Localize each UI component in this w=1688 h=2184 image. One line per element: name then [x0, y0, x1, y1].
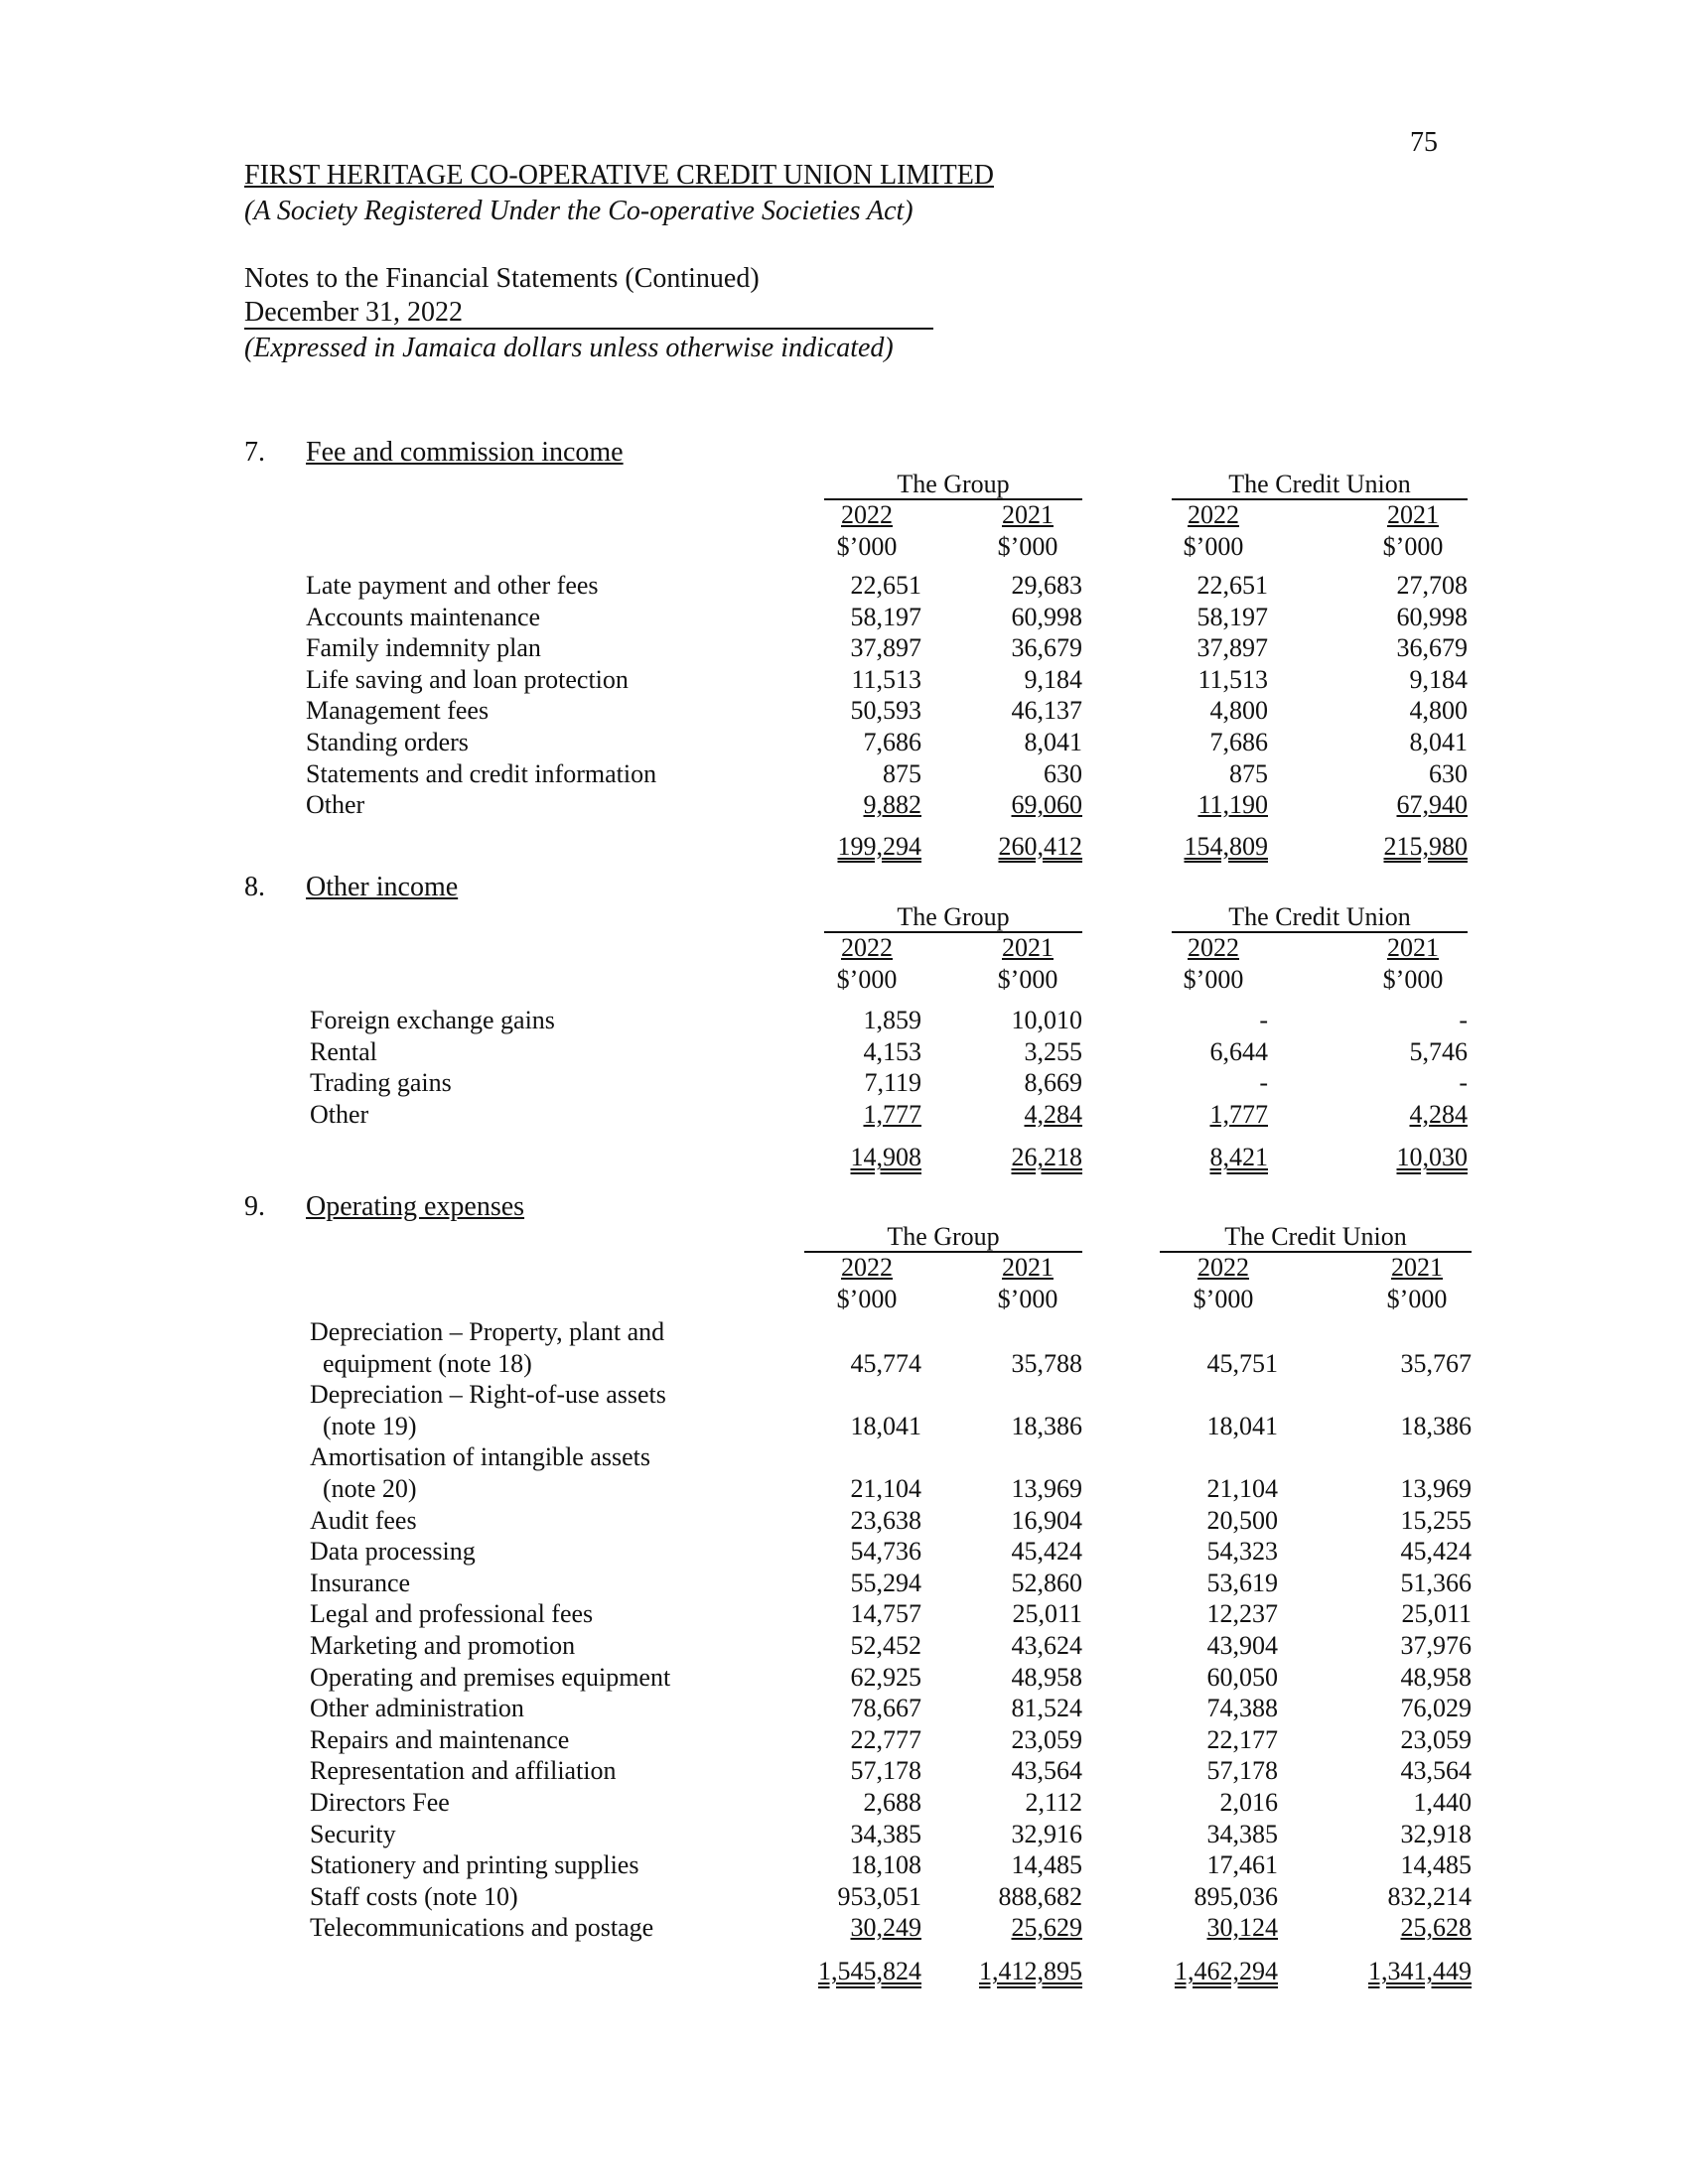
year-header — [1169, 1253, 1278, 1283]
table-row — [0, 1755, 1688, 1787]
row-label: Operating and premises equipment — [310, 1662, 671, 1692]
cell-c22: 2,016 — [1219, 1788, 1278, 1817]
cell-g21: 81,524 — [1011, 1694, 1082, 1723]
cell-g22: 62,925 — [850, 1662, 921, 1692]
row-label: Representation and affiliation — [310, 1756, 617, 1786]
section-title: Fee and commission income — [306, 437, 624, 468]
year-label: 2021 — [1002, 500, 1054, 529]
total-g22: 1,545,824 — [818, 1957, 921, 1985]
cell-g22: 1,859 — [863, 1006, 921, 1034]
row-label: Amortisation of intangible assets — [310, 1442, 651, 1472]
row-label: Standing orders — [306, 728, 469, 756]
cell-g22: 30,249 — [850, 1913, 921, 1943]
cell-g21: 14,485 — [1011, 1850, 1082, 1880]
year-label: 2021 — [1387, 933, 1439, 962]
row-label: Depreciation – Right-of-use assets — [310, 1380, 666, 1410]
unit-header: $’000 — [997, 532, 1058, 561]
cell-c22: 34,385 — [1206, 1819, 1278, 1848]
year-header — [1358, 933, 1468, 963]
table-row — [0, 1505, 1688, 1537]
cell-c21: 48,958 — [1400, 1662, 1472, 1692]
cell-g21: 25,629 — [1011, 1913, 1082, 1943]
total-row — [0, 1956, 1688, 1987]
row-label: Directors Fee — [310, 1788, 450, 1817]
cell-c22: 74,388 — [1206, 1694, 1278, 1723]
cell-c21: 27,708 — [1396, 571, 1468, 600]
cell-c21: 32,918 — [1400, 1819, 1472, 1848]
table-row — [0, 1912, 1688, 1944]
row-label: Depreciation – Property, plant and — [310, 1317, 665, 1346]
table-row — [0, 632, 1688, 664]
cell-c22: 11,190 — [1197, 790, 1268, 820]
cell-g22: 9,882 — [863, 790, 921, 820]
cell-g21: 888,682 — [998, 1881, 1082, 1911]
table-row — [0, 1662, 1688, 1694]
row-label: equipment (note 18) — [310, 1348, 532, 1378]
total-c22: 1,462,294 — [1175, 1957, 1278, 1985]
cell-g22: 7,686 — [863, 728, 921, 756]
cell-c22: 53,619 — [1206, 1568, 1278, 1597]
cell-c21: 25,628 — [1400, 1913, 1472, 1943]
table-row — [0, 1724, 1688, 1756]
cell-c22: 37,897 — [1196, 633, 1268, 663]
cell-c21: 51,366 — [1400, 1568, 1472, 1597]
cell-g21: 43,564 — [1011, 1756, 1082, 1786]
unit-header: $’000 — [997, 965, 1058, 994]
year-label: 2021 — [1387, 500, 1439, 529]
cell-g22: 22,651 — [850, 571, 921, 600]
cell-c21: - — [1459, 1006, 1468, 1034]
cell-c21: 36,679 — [1396, 633, 1468, 663]
cell-g22: 18,041 — [850, 1411, 921, 1440]
cell-g22: 58,197 — [850, 602, 921, 631]
currency-note: (Expressed in Jamaica dollars unless otherwise indicated) — [244, 333, 894, 363]
section-number: 7. — [244, 437, 265, 468]
cell-c22: 22,177 — [1206, 1724, 1278, 1754]
year-header — [973, 1253, 1082, 1283]
cell-c22: 30,124 — [1206, 1913, 1278, 1943]
row-label: Statements and credit information — [306, 758, 657, 788]
row-label: Foreign exchange gains — [310, 1006, 555, 1034]
row-label: Legal and professional fees — [310, 1599, 594, 1629]
cell-g22: 37,897 — [850, 633, 921, 663]
cell-c22: 54,323 — [1206, 1537, 1278, 1567]
cell-c21: 832,214 — [1387, 1881, 1472, 1911]
cell-c22: 6,644 — [1209, 1036, 1268, 1066]
cell-c21: 67,940 — [1396, 790, 1468, 820]
total-g22: 14,908 — [850, 1143, 921, 1172]
cell-g22: 55,294 — [850, 1568, 921, 1597]
statement-date: December 31, 2022 — [244, 297, 464, 328]
cell-c21: 37,976 — [1400, 1631, 1472, 1660]
cell-g21: 13,969 — [1011, 1474, 1082, 1503]
page-number: 75 — [1410, 127, 1438, 158]
unit-header: $’000 — [1193, 1285, 1254, 1313]
section-title: Other income — [306, 872, 459, 902]
row-label: Late payment and other fees — [306, 571, 599, 600]
header-the-group: The Group — [824, 903, 1082, 933]
cell-g21: 8,041 — [1024, 728, 1082, 756]
cell-c21: 76,029 — [1400, 1694, 1472, 1723]
cell-g22: 45,774 — [850, 1348, 921, 1378]
table-row — [0, 1849, 1688, 1881]
header-the-credit-union: The Credit Union — [1172, 471, 1468, 500]
cell-g21: 48,958 — [1011, 1662, 1082, 1692]
table-row — [0, 1473, 1688, 1505]
header-the-credit-union: The Credit Union — [1160, 1223, 1472, 1253]
unit-header: $’000 — [1382, 532, 1444, 561]
cell-g22: 4,153 — [863, 1036, 921, 1066]
table-row-label-line — [0, 1379, 1688, 1411]
cell-g21: 29,683 — [1011, 571, 1082, 600]
cell-c21: 23,059 — [1400, 1724, 1472, 1754]
cell-g22: 11,513 — [851, 664, 921, 694]
unit-header: $’000 — [1183, 532, 1244, 561]
cell-g22: 57,178 — [850, 1756, 921, 1786]
row-label: (note 20) — [310, 1474, 417, 1503]
row-label: Marketing and promotion — [310, 1631, 576, 1660]
cell-g21: 630 — [1044, 758, 1082, 788]
table-row — [0, 1036, 1688, 1068]
table-row — [0, 1099, 1688, 1131]
year-label: 2022 — [1188, 500, 1239, 529]
table-row — [0, 727, 1688, 758]
cell-c22: 57,178 — [1206, 1756, 1278, 1786]
cell-c21: 630 — [1429, 758, 1468, 788]
year-label: 2021 — [1391, 1253, 1443, 1282]
total-row — [0, 831, 1688, 863]
table-row — [0, 664, 1688, 696]
cell-g21: 4,284 — [1024, 1099, 1082, 1129]
cell-c22: 22,651 — [1196, 571, 1268, 600]
table-row — [0, 758, 1688, 790]
total-g21: 260,412 — [998, 831, 1082, 861]
cell-g22: 1,777 — [863, 1099, 921, 1129]
year-header — [812, 500, 921, 530]
cell-c21: 35,767 — [1400, 1348, 1472, 1378]
table-row — [0, 1536, 1688, 1568]
cell-g21: 9,184 — [1024, 664, 1082, 694]
cell-c21: 9,184 — [1409, 664, 1468, 694]
table-row — [0, 1881, 1688, 1913]
cell-c22: 20,500 — [1206, 1505, 1278, 1535]
cell-c22: 43,904 — [1206, 1631, 1278, 1660]
cell-c21: - — [1459, 1068, 1468, 1098]
cell-c21: 15,255 — [1400, 1505, 1472, 1535]
table-row — [0, 570, 1688, 602]
cell-c22: 58,197 — [1196, 602, 1268, 631]
unit-header: $’000 — [997, 1285, 1058, 1313]
year-header — [1159, 500, 1268, 530]
year-header — [1362, 1253, 1472, 1283]
row-label: Trading gains — [310, 1068, 452, 1098]
company-name: FIRST HERITAGE CO-OPERATIVE CREDIT UNION LIMITED — [244, 160, 995, 191]
cell-g21: 2,112 — [1025, 1788, 1082, 1817]
cell-g21: 52,860 — [1011, 1568, 1082, 1597]
cell-g21: 10,010 — [1011, 1006, 1082, 1034]
cell-g21: 8,669 — [1024, 1068, 1082, 1098]
cell-g22: 21,104 — [850, 1474, 921, 1503]
year-header — [812, 1253, 921, 1283]
cell-g22: 78,667 — [850, 1694, 921, 1723]
cell-c21: 45,424 — [1400, 1537, 1472, 1567]
row-label: Other — [306, 790, 365, 820]
table-row — [0, 1348, 1688, 1380]
year-label: 2021 — [1002, 933, 1054, 962]
cell-g21: 69,060 — [1011, 790, 1082, 820]
header-the-group: The Group — [804, 1223, 1082, 1253]
table-row — [0, 1005, 1688, 1036]
row-label: Family indemnity plan — [306, 633, 541, 663]
row-label: Other — [310, 1099, 369, 1129]
cell-g22: 34,385 — [850, 1819, 921, 1848]
section-number: 9. — [244, 1191, 265, 1222]
registration-note: (A Society Registered Under the Co-operative Societies Act) — [244, 196, 914, 226]
cell-c21: 4,284 — [1409, 1099, 1468, 1129]
cell-g22: 18,108 — [850, 1850, 921, 1880]
cell-c21: 5,746 — [1409, 1036, 1468, 1066]
table-row-label-line — [0, 1441, 1688, 1473]
cell-c22: 1,777 — [1209, 1099, 1268, 1129]
cell-g21: 23,059 — [1011, 1724, 1082, 1754]
cell-c22: 4,800 — [1209, 696, 1268, 726]
cell-g21: 43,624 — [1011, 1631, 1082, 1660]
cell-g21: 25,011 — [1012, 1599, 1082, 1629]
year-label: 2022 — [841, 1253, 893, 1282]
cell-g21: 32,916 — [1011, 1819, 1082, 1848]
cell-c22: 7,686 — [1209, 728, 1268, 756]
cell-g21: 3,255 — [1024, 1036, 1082, 1066]
cell-g21: 18,386 — [1011, 1411, 1082, 1440]
year-header — [1159, 933, 1268, 963]
cell-c22: 21,104 — [1206, 1474, 1278, 1503]
cell-c21: 60,998 — [1396, 602, 1468, 631]
year-label: 2022 — [841, 933, 893, 962]
header-the-credit-union: The Credit Union — [1172, 903, 1468, 933]
year-label: 2022 — [1188, 933, 1239, 962]
cell-g22: 50,593 — [850, 696, 921, 726]
unit-header: $’000 — [1382, 965, 1444, 994]
cell-g22: 52,452 — [850, 1631, 921, 1660]
date-underline — [244, 328, 933, 330]
row-label: Management fees — [306, 696, 490, 726]
cell-g21: 60,998 — [1011, 602, 1082, 631]
cell-c21: 1,440 — [1413, 1788, 1472, 1817]
table-row — [0, 602, 1688, 633]
total-g22: 199,294 — [837, 831, 921, 861]
section-number: 8. — [244, 872, 265, 902]
cell-c22: 45,751 — [1206, 1348, 1278, 1378]
header-the-group: The Group — [824, 471, 1082, 500]
cell-c22: 18,041 — [1206, 1411, 1278, 1440]
section-title: Operating expenses — [306, 1191, 525, 1222]
cell-g22: 23,638 — [850, 1505, 921, 1535]
total-g21: 1,412,895 — [979, 1957, 1082, 1985]
table-row-label-line — [0, 1316, 1688, 1348]
cell-g21: 46,137 — [1011, 696, 1082, 726]
row-label: Staff costs (note 10) — [310, 1881, 518, 1911]
cell-c21: 14,485 — [1400, 1850, 1472, 1880]
cell-c21: 8,041 — [1409, 728, 1468, 756]
cell-c22: 17,461 — [1206, 1850, 1278, 1880]
cell-g22: 2,688 — [863, 1788, 921, 1817]
cell-c22: 875 — [1229, 758, 1268, 788]
total-c22: 154,809 — [1184, 831, 1268, 861]
unit-header: $’000 — [836, 532, 898, 561]
unit-header: $’000 — [836, 965, 898, 994]
year-header — [1358, 500, 1468, 530]
row-label: Audit fees — [310, 1505, 417, 1535]
row-label: Repairs and maintenance — [310, 1724, 570, 1754]
cell-c21: 25,011 — [1401, 1599, 1472, 1629]
table-row — [0, 1411, 1688, 1442]
cell-g21: 16,904 — [1011, 1505, 1082, 1535]
table-row — [0, 1819, 1688, 1850]
cell-g21: 45,424 — [1011, 1537, 1082, 1567]
row-label: Stationery and printing supplies — [310, 1850, 639, 1880]
row-label: Telecommunications and postage — [310, 1913, 654, 1943]
cell-c22: 11,513 — [1197, 664, 1268, 694]
total-g21: 26,218 — [1011, 1143, 1082, 1172]
unit-header: $’000 — [1386, 1285, 1448, 1313]
notes-title: Notes to the Financial Statements (Continued) — [244, 263, 760, 294]
year-label: 2021 — [1002, 1253, 1054, 1282]
total-row — [0, 1142, 1688, 1173]
cell-c21: 18,386 — [1400, 1411, 1472, 1440]
row-label: Security — [310, 1819, 396, 1848]
cell-g21: 35,788 — [1011, 1348, 1082, 1378]
row-label: Accounts maintenance — [306, 602, 541, 631]
cell-g22: 953,051 — [837, 1881, 921, 1911]
table-row — [0, 789, 1688, 821]
year-header — [973, 933, 1082, 963]
cell-g22: 7,119 — [864, 1068, 921, 1098]
row-label: (note 19) — [310, 1411, 417, 1440]
year-header — [812, 933, 921, 963]
unit-header: $’000 — [836, 1285, 898, 1313]
year-header — [973, 500, 1082, 530]
total-c21: 1,341,449 — [1368, 1957, 1472, 1985]
table-row — [0, 695, 1688, 727]
unit-header: $’000 — [1183, 965, 1244, 994]
cell-c21: 13,969 — [1400, 1474, 1472, 1503]
total-c22: 8,421 — [1209, 1143, 1268, 1172]
row-label: Life saving and loan protection — [306, 664, 629, 694]
total-c21: 10,030 — [1396, 1143, 1468, 1172]
table-row — [0, 1630, 1688, 1662]
table-row — [0, 1067, 1688, 1099]
cell-g22: 54,736 — [850, 1537, 921, 1567]
cell-g22: 875 — [883, 758, 921, 788]
year-label: 2022 — [841, 500, 893, 529]
row-label: Insurance — [310, 1568, 411, 1597]
cell-g22: 14,757 — [850, 1599, 921, 1629]
table-row — [0, 1568, 1688, 1599]
cell-c22: - — [1259, 1006, 1268, 1034]
table-row — [0, 1598, 1688, 1630]
cell-c22: 895,036 — [1194, 1881, 1278, 1911]
cell-c22: 60,050 — [1206, 1662, 1278, 1692]
table-row — [0, 1693, 1688, 1724]
cell-c21: 4,800 — [1409, 696, 1468, 726]
cell-g22: 22,777 — [850, 1724, 921, 1754]
row-label: Data processing — [310, 1537, 476, 1567]
row-label: Rental — [310, 1036, 377, 1066]
cell-c21: 43,564 — [1400, 1756, 1472, 1786]
table-row — [0, 1787, 1688, 1819]
cell-c22: 12,237 — [1206, 1599, 1278, 1629]
row-label: Other administration — [310, 1694, 524, 1723]
cell-g21: 36,679 — [1011, 633, 1082, 663]
cell-c22: - — [1259, 1068, 1268, 1098]
total-c21: 215,980 — [1383, 831, 1468, 861]
year-label: 2022 — [1197, 1253, 1249, 1282]
